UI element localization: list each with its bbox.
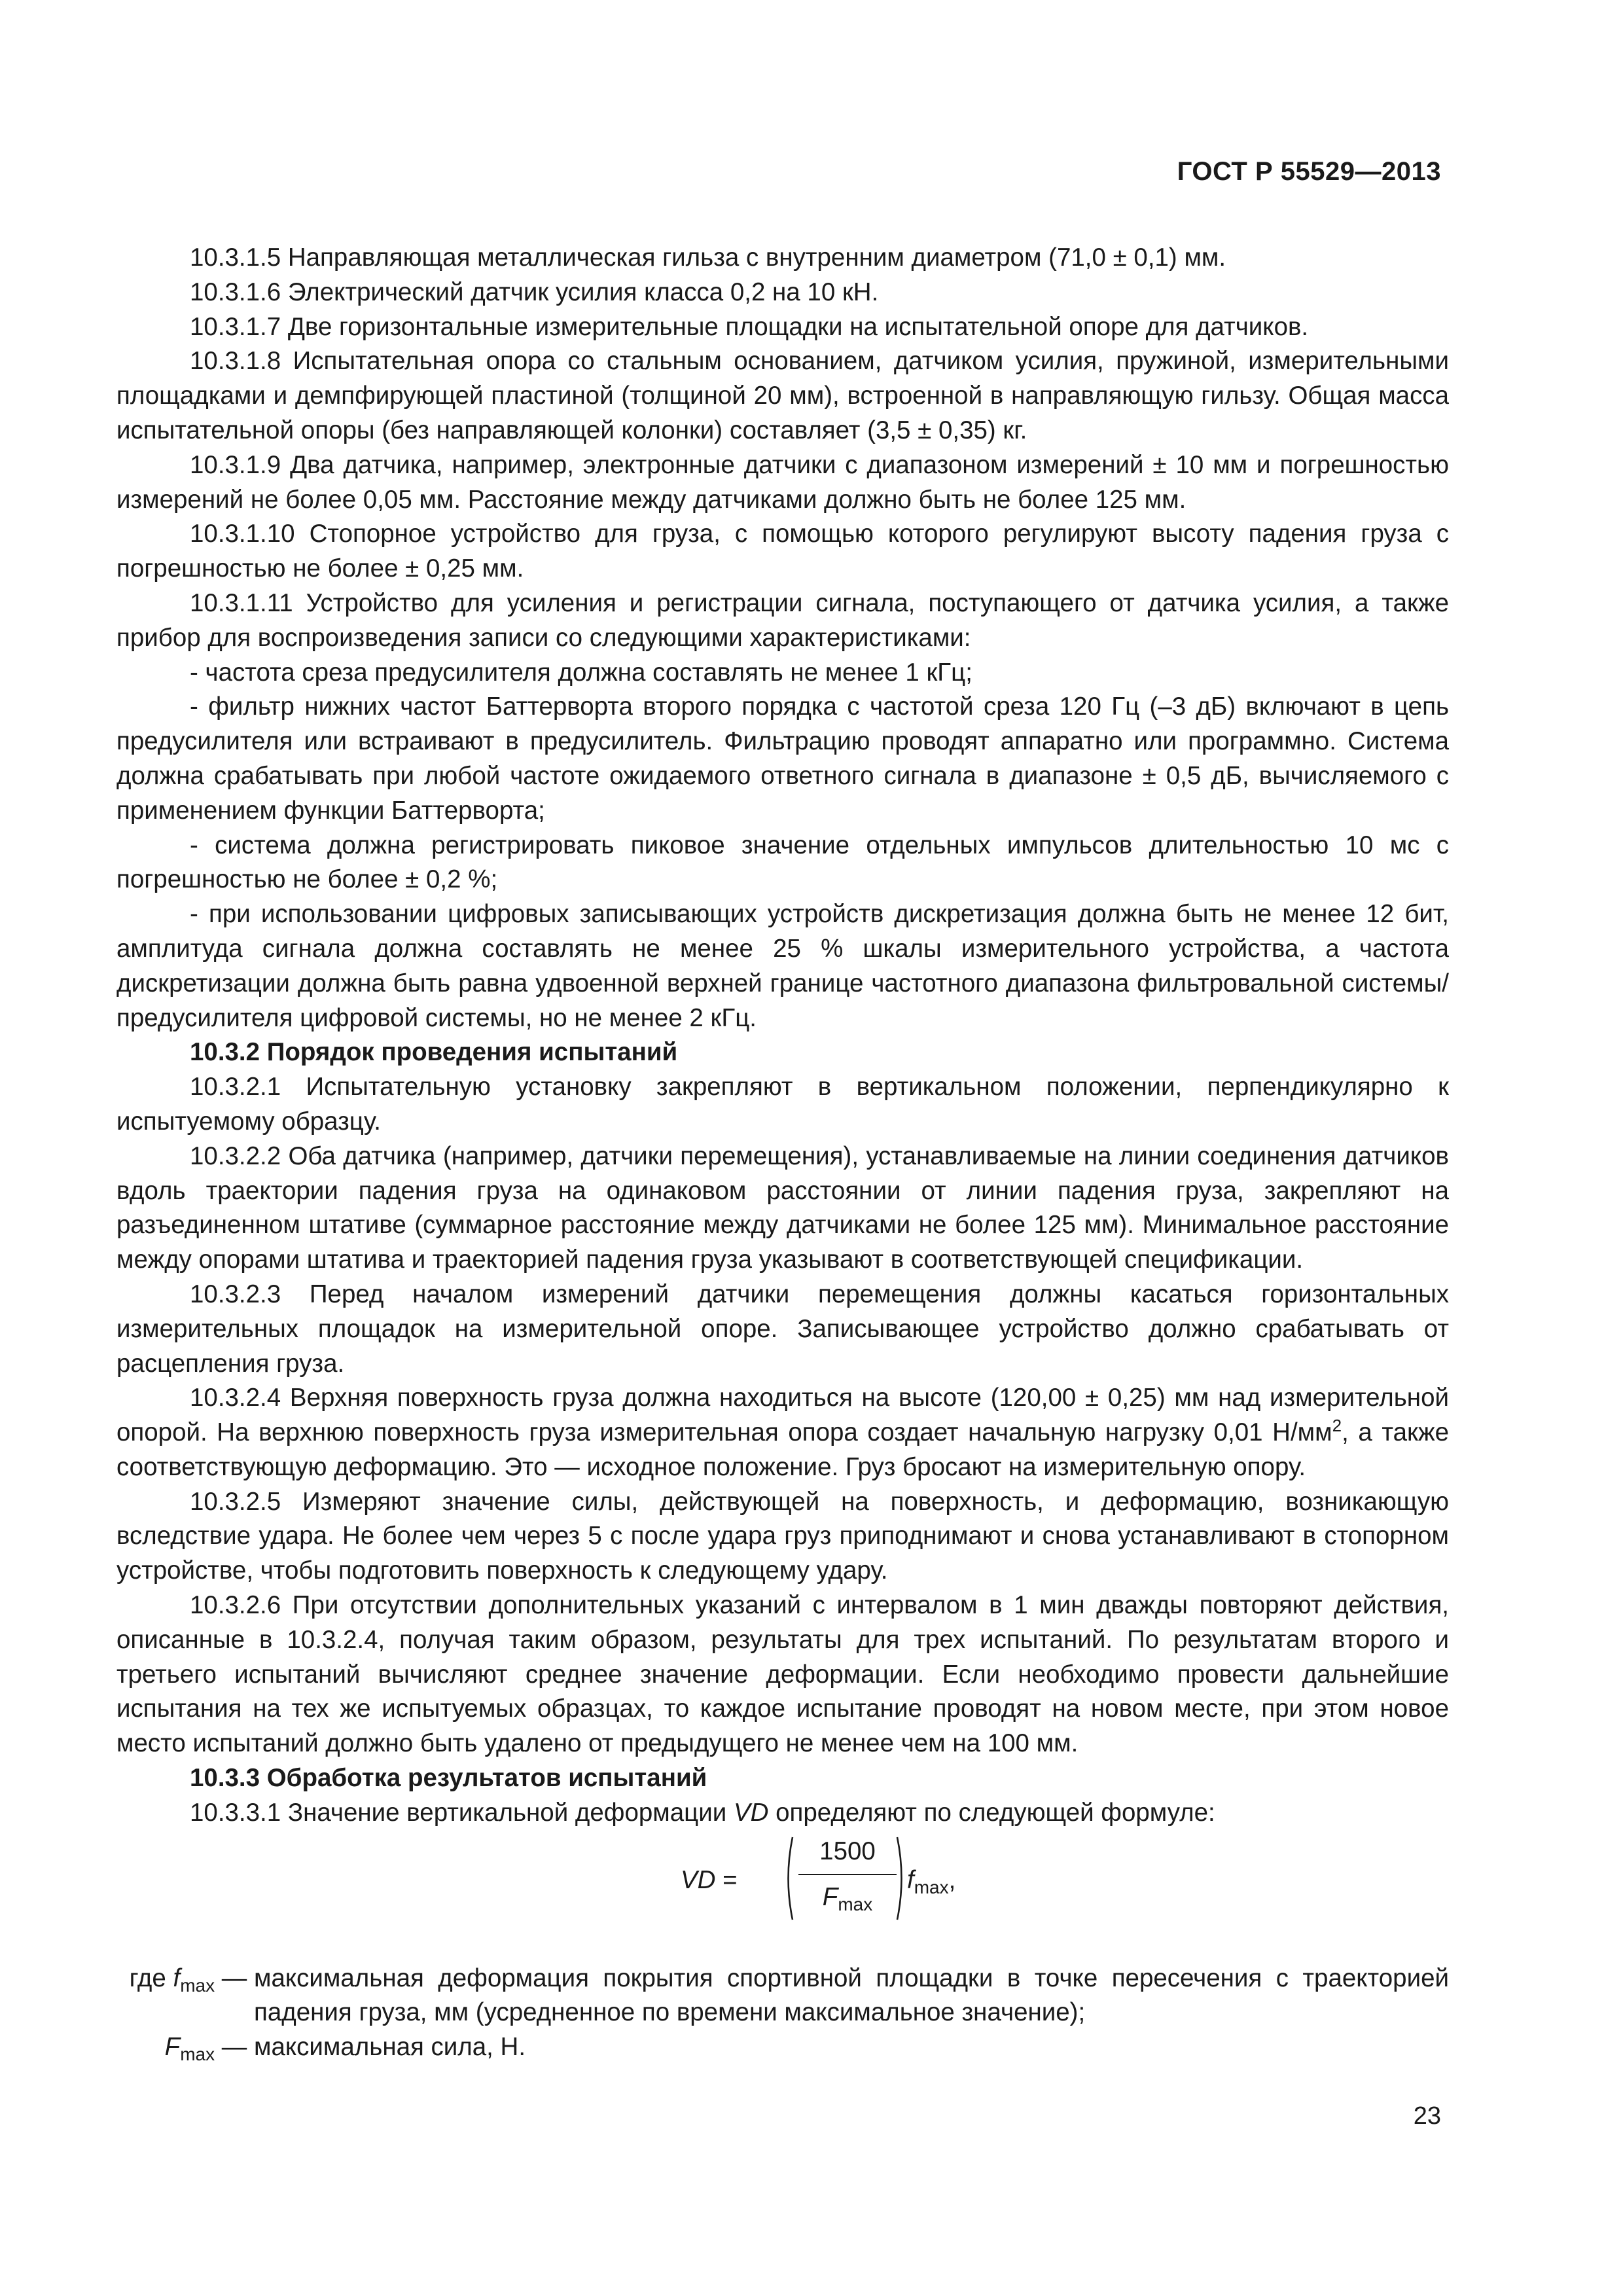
formula-denominator [798,1879,897,1916]
formula-rhs [907,1863,955,1898]
list-item-peak-registration: - система должна регистрировать пиковое значение отдельных импульсов длительностью 10 мс с погрешностью не более ± 0,2 %; [116,831,1449,894]
formula-lhs [681,1863,744,1898]
paragraph-10331-part1: 10.3.3.1 Значение вертикальной деформации [190,1798,734,1827]
where-sub: max [180,1975,215,1996]
list-item-butterworth-filter: - фильтр нижних частот Баттерворта второго порядка с частотой среза 120 Гц (–3 дБ) включают в цепь предусилителя или встраивают в предусилитель. Фильтрацию проводят аппаратно или программно. Система должна срабатывать при любой частоте ожидаемого ответного сигнала в диапазоне ± 0,5 дБ, вычисляемого с применением функции Баттерворта; [116,692,1449,825]
unit-superscript: 2 [1332,1416,1342,1436]
section-heading-1032: 10.3.2 Порядок проведения испытаний [190,1038,678,1067]
paragraph-10321: 10.3.2.1 Испытательную установку закрепляют в вертикальном положении, перпендикулярно к испытуемому образцу. [116,1073,1449,1136]
formula-fraction [798,1833,897,1916]
left-parenthesis-icon [783,1836,794,1921]
right-parenthesis-icon [895,1836,907,1921]
where-var: f [173,1964,181,1992]
paragraph-103110: 10.3.1.10 Стопорное устройство для груза, с помощью которого регулируют высоту падения груза с погрешностью не более ± 0,25 мм. [116,520,1449,583]
where-definition-fmax [116,1962,1449,2031]
paragraph-10324 [116,1381,1449,1484]
page-number: 23 [1413,2102,1441,2130]
paragraph-10316: 10.3.1.6 Электрический датчик усилия класса 0,2 на 10 кН. [190,278,879,306]
where-definition-Fmax [116,2030,1449,2065]
paragraph-103111: 10.3.1.11 Устройство для усиления и регистрации сигнала, поступающего от датчика усилия, а также прибор для воспроизведения записи со следующими характеристиками: [116,588,1449,652]
formula-den-sub: max [838,1893,873,1914]
paragraph-10319: 10.3.1.9 Два датчика, например, электронные датчики с диапазоном измерений ± 10 мм и погрешностью измерений не более 0,05 мм. Расстояние между датчиками должно быть не более 125 мм. [116,450,1449,514]
formula-equals: = [715,1865,745,1894]
where-text-Fmax: максимальная сила, Н. [254,2033,526,2062]
where-label-fmax [116,1962,254,1996]
paragraph-10324-part2: , а также соответствующую деформацию. Это — исходное положение. Груз бросают на измерительную опору. [116,1418,1450,1481]
section-heading-1033: 10.3.3 Обработка результатов испытаний [190,1764,707,1793]
fraction-bar [798,1874,897,1875]
formula-numerator: 1500 [819,1837,876,1865]
paragraph-10325: 10.3.2.5 Измеряют значение силы, действующей на поверхность, и деформацию, возникающую вследствие удара. Не более чем через 5 с после удара груз приподнимают и снова устанавливают в стопорном устройстве, чтобы подготовить поверхность к следующему удару. [116,1487,1449,1585]
list-item-cutoff-frequency: - частота среза предусилителя должна составлять не менее 1 кГц; [190,658,972,687]
where-dash: — [215,1964,254,1992]
where-sub: max [180,2044,215,2065]
document-standard-number: ГОСТ Р 55529—2013 [1177,157,1441,186]
where-text-fmax: максимальная деформация покрытия спортивной площадки в точке пересечения с траекторией падения груза, мм (усредненное по времени максимальное значение); [254,1964,1449,2027]
variable-vd: VD [733,1798,769,1827]
formula-rhs-sub: max [914,1876,949,1897]
where-label-Fmax [116,2030,254,2065]
vertical-deformation-formula [116,1833,1449,1938]
formula-rhs-var: f [907,1865,914,1894]
paragraph-10317: 10.3.1.7 Две горизонтальные измерительные площадки на испытательной опоре для датчиков. [190,312,1309,341]
paragraph-10322: 10.3.2.2 Оба датчика (например, датчики перемещения), устанавливаемые на линии соединения датчиков вдоль траектории падения груза на одинаковом расстоянии от линии падения груза, закрепляют на разъединенном штативе (суммарное расстояние между датчиками не более 125 мм). Минимальное расстояние между опорами штатива и траекторией падения груза указывают в соответствующей спецификации. [116,1141,1449,1274]
formula-rhs-punct: , [948,1865,956,1894]
paragraph-10326: 10.3.2.6 При отсутствии дополнительных указаний с интервалом в 1 мин дважды повторяют действия, описанные в 10.3.2.4, получая таким образом, результаты для трех испытаний. По результатам второго и третьего испытаний вычисляют среднее значение деформации. Если необходимо провести дальнейшие испытания на тех же испытуемых образцах, то каждое испытание проводят на новом месте, при этом новое место испытаний должно быть удалено от предыдущего не менее чем на 100 мм. [116,1591,1449,1758]
formula-den-var: F [822,1882,838,1911]
paragraph-10323: 10.3.2.3 Перед началом измерений датчики перемещения должны касаться горизонтальных измерительных площадок на измерительной опоре. Записывающее устройство должно срабатывать от расцепления груза. [116,1280,1449,1378]
paragraph-10315: 10.3.1.5 Направляющая металлическая гильза с внутренним диаметром (71,0 ± 0,1) мм. [190,243,1226,272]
paragraph-10324-part1: 10.3.2.4 Верхняя поверхность груза должна находиться на высоте (120,00 ± 0,25) мм над измерительной опорой. На верхнюю поверхность груза измерительная опора создает начальную нагрузку 0,01 Н/мм [116,1384,1449,1447]
paragraph-10331-part2: определяют по следующей формуле: [768,1798,1215,1827]
list-item-digital-recording: - при использовании цифровых записывающих устройств дискретизация должна быть не менее 12 бит, амплитуда сигнала должна составлять не менее 25 % шкалы измерительного устройства, а частота дискретизации должна быть равна удвоенной верхней границе частотного диапазона фильтровальной системы/предусилителя цифровой системы, но не менее 2 кГц. [116,900,1449,1032]
page-content [116,241,1449,2065]
formula-lhs-var: VD [681,1865,716,1894]
where-var: F [164,2033,181,2062]
where-prefix: где [129,1964,173,1992]
where-dash: — [215,2033,254,2062]
paragraph-10331 [116,1796,1449,1831]
paragraph-10318: 10.3.1.8 Испытательная опора со стальным основанием, датчиком усилия, пружиной, измерительными площадками и демпфирующей пластиной (толщиной 20 мм), встроенной в направляющую гильзу. Общая масса испытательной опоры (без направляющей колонки) составляет (3,5 ± 0,35) кг. [116,347,1449,444]
